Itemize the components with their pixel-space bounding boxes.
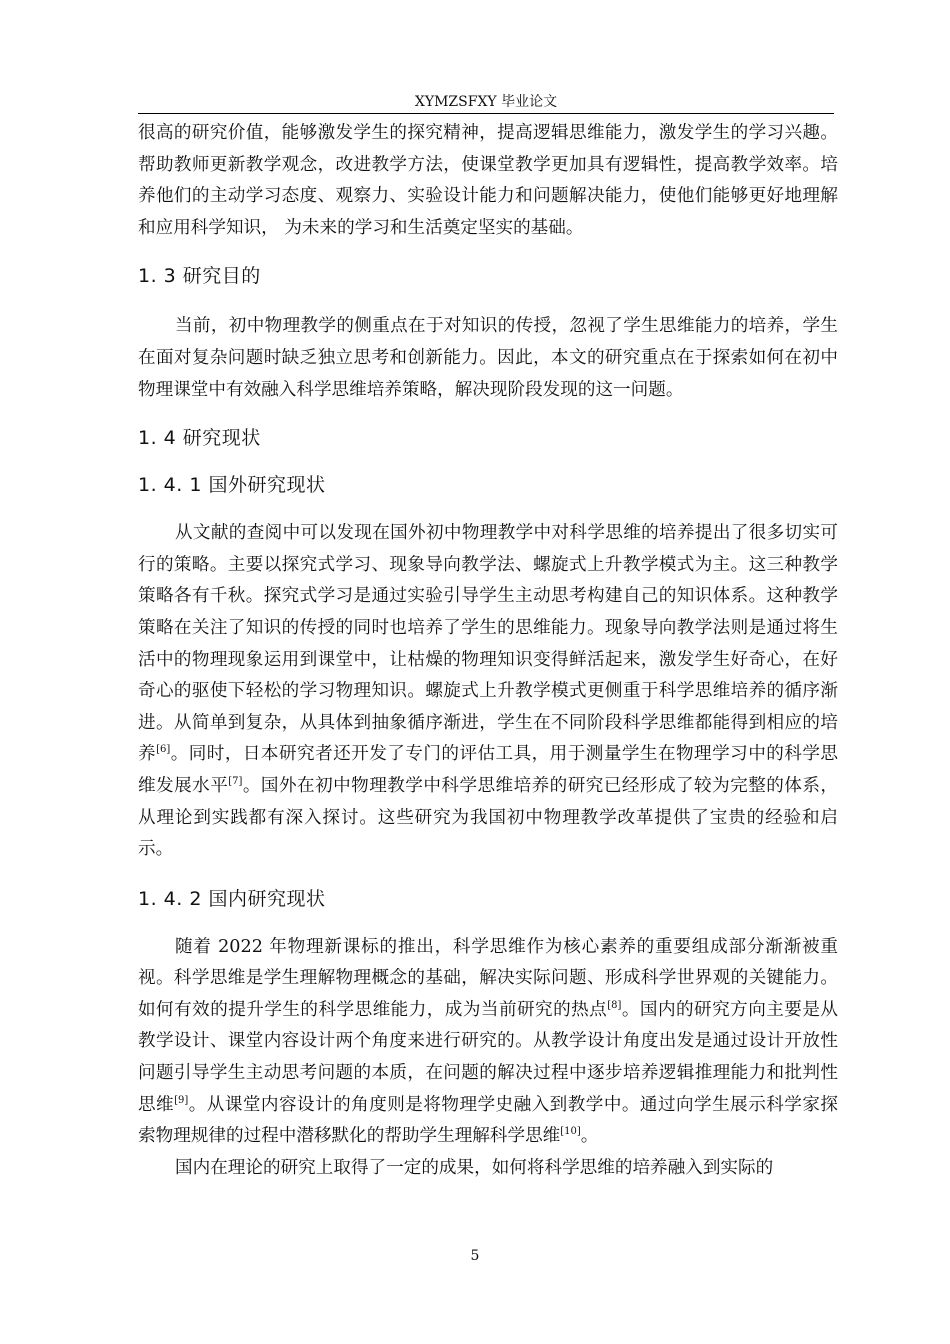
text-segment: 从文献的查阅中可以发现在国外初中物理教学中对科学思维的培养提出了很多切实可行的策略。主要以探究式学习、现象导向教学法、螺旋式上升教学模式为主。这三种教学策略各有千秋。探究式学习是通过实验引导学生主动思考构建自己的知识体系。这种教学策略在关注了知识的传授的同时也培养了学生的思维能力。现象导向教学法则是通过将生活中的物理现象运用到课堂中，让枯燥的物理知识变得鲜活起来，激发学生好奇心，在好奇心的驱使下轻松的学习物理知识。螺旋式上升教学模式更侧重于科学思维培养的循序渐进。从简单到复杂，从具体到抽象循序渐进，学生在不同阶段科学思维都能得到相应的培养 (138, 523, 838, 765)
citation-ref: [8] (607, 1000, 622, 1012)
paragraph-1-4-2 (138, 932, 838, 1153)
text-segment: 。国内的研究方向主要是从教学设计、课堂内容设计两个角度来进行研究的。从教学设计角度出发是通过设计开放性问题引导学生主动思考问题的本质，在问题的解决过程中逐步培养逻辑推理能力和批判性思维 (138, 999, 838, 1115)
page-content (138, 118, 838, 1184)
citation-ref: [9] (174, 1094, 189, 1106)
paragraph-1-3: 当前，初中物理教学的侧重点在于对知识的传授，忽视了学生思维能力的培养，学生在面对复杂问题时缺乏独立思考和创新能力。因此，本文的研究重点在于探索如何在初中物理课堂中有效融入科学思维培养策略，解决现阶段发现的这一问题。 (138, 316, 838, 400)
text-segment: 。从课堂内容设计的角度则是将物理学史融入到教学中。通过向学生展示科学家探索物理规律的过程中潜移默化的帮助学生理解科学思维 (138, 1094, 838, 1147)
text-segment: 。国外在初中物理教学中科学思维培养的研究已经形成了较为完整的体系，从理论到实践都有深入探讨。这些研究为我国初中物理教学改革提供了宝贵的经验和启示。 (138, 775, 838, 860)
heading-1-3: 1. 3 研究目的 (138, 265, 261, 288)
page-number: 5 (470, 1248, 480, 1264)
heading-1-4-1: 1. 4. 1 国外研究现状 (138, 474, 326, 497)
running-header: XYMZSFXY 毕业论文 (414, 94, 558, 110)
paragraph-1-4-2-continued: 国内在理论的研究上取得了一定的成果，如何将科学思维的培养融入到实际的 (175, 1157, 774, 1178)
text-segment: 随着 2022 年物理新课标的推出，科学思维作为核心素养的重要组成部分渐渐被重视。科学思维是学生理解物理概念的基础，解决实际问题、形成科学世界观的关键能力。如何有效的提升学生的科学思维能力，成为当前研究的热点 (138, 936, 838, 1020)
text-segment: 。同时，日本研究者还开发了专门的评估工具，用于测量学生在物理学习中的科学思维发展水平 (138, 744, 838, 796)
citation-ref: [10] (560, 1126, 581, 1138)
citation-ref: [6] (156, 744, 171, 756)
heading-1-4: 1. 4 研究现状 (138, 427, 261, 450)
paragraph-1-4-1 (138, 518, 838, 866)
text-segment: 。 (580, 1126, 599, 1147)
citation-ref: [7] (228, 776, 243, 788)
intro-paragraph: 很高的研究价值，能够激发学生的探究精神，提高逻辑思维能力，激发学生的学习兴趣。帮助教师更新教学观念，改进教学方法，使课堂教学更加具有逻辑性，提高教学效率。培养他们的主动学习态度、观察力、实验设计能力和问题解决能力，使他们能够更好地理解和应用科学知识， 为未来的学习和生活奠定坚实的基础。 (138, 123, 838, 238)
heading-1-4-2: 1. 4. 2 国内研究现状 (138, 887, 326, 910)
header-divider (138, 113, 834, 114)
